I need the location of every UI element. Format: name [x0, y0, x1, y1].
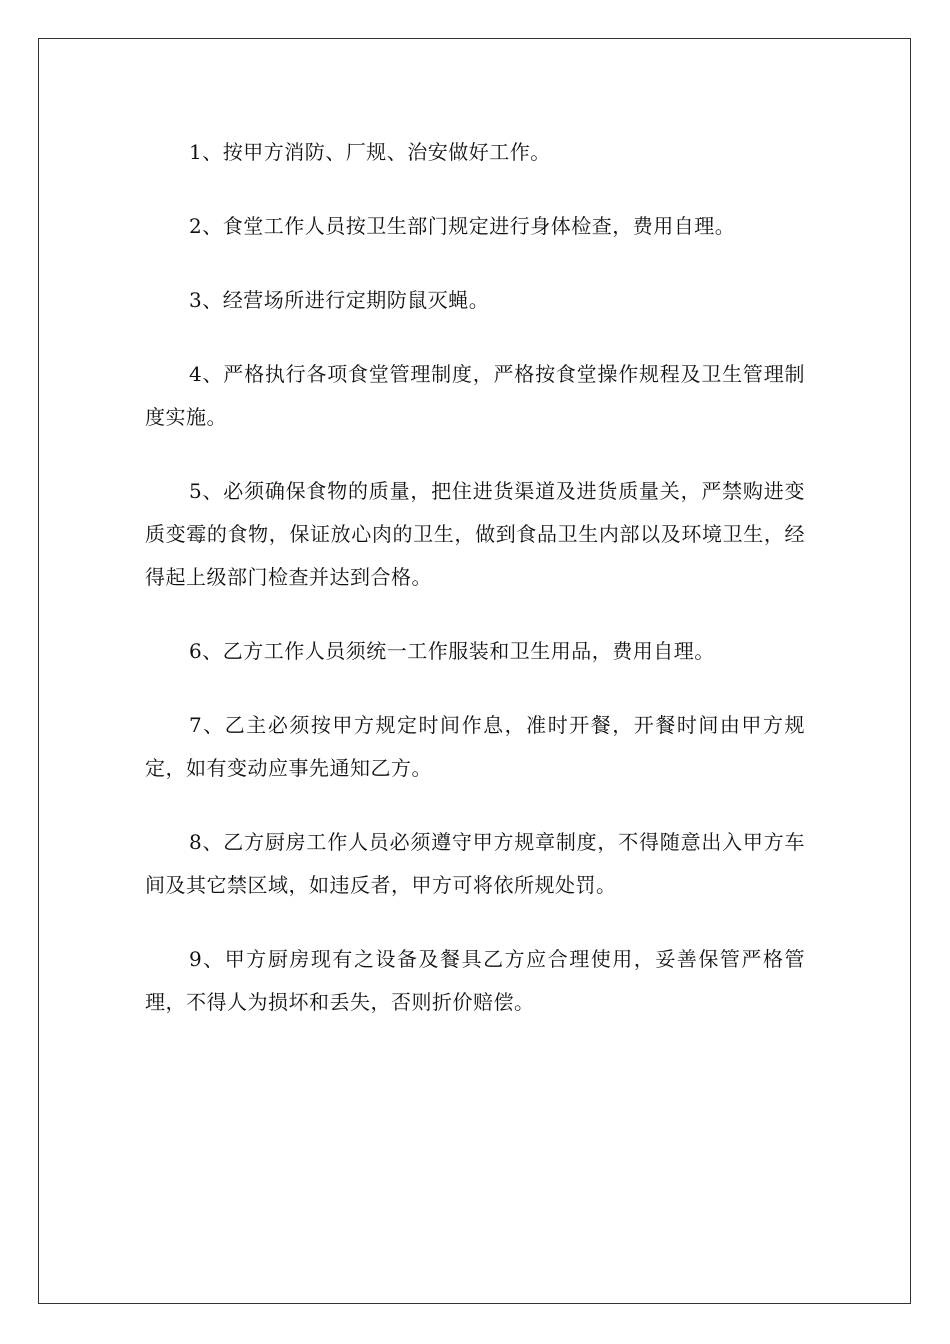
paragraph-3: 3、经营场所进行定期防鼠灭蝇。: [189, 288, 490, 312]
paragraph-1: 1、按甲方消防、厂规、治安做好工作。: [189, 140, 551, 164]
paragraph-8: 8、乙方厨房工作人员必须遵守甲方规章制度，不得随意出入甲方车间及其它禁区域，如违反者，甲方可将依所规处罚。: [145, 830, 805, 897]
paragraph-5: 5、必须确保食物的质量，把住进货渠道及进货质量关，严禁购进变质变霉的食物，保证放心肉的卫生，做到食品卫生内部以及环境卫生，经得起上级部门检查并达到合格。: [145, 479, 805, 589]
paragraph-7: 7、乙主必须按甲方规定时间作息，准时开餐，开餐时间由甲方规定，如有变动应事先通知乙方。: [145, 713, 805, 780]
paragraph-2: 2、食堂工作人员按卫生部门规定进行身体检查，费用自理。: [189, 214, 736, 238]
paragraph-6: 6、乙方工作人员须统一工作服装和卫生用品，费用自理。: [189, 639, 715, 663]
paragraph-4: 4、严格执行各项食堂管理制度，严格按食堂操作规程及卫生管理制度实施。: [145, 362, 805, 429]
document-body: [145, 131, 805, 1055]
paragraph-9: 9、甲方厨房现有之设备及餐具乙方应合理使用，妥善保管严格管理，不得人为损坏和丢失，否则折价赔偿。: [145, 947, 805, 1014]
